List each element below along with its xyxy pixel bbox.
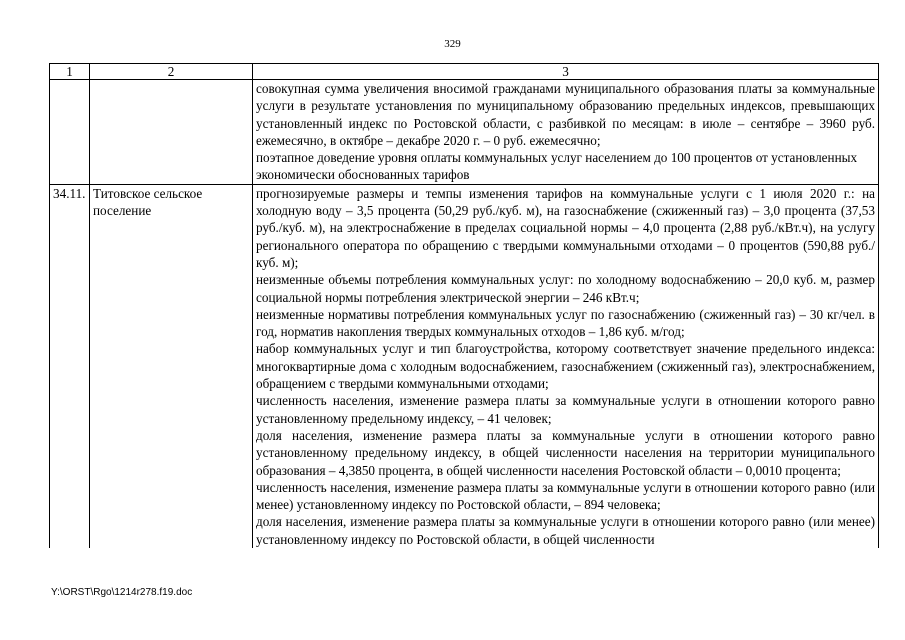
municipality-name: Титовское сельское поселение xyxy=(90,184,253,548)
page-number: 329 xyxy=(444,38,461,50)
header-row xyxy=(50,64,879,80)
paragraph: набор коммунальных услуг и тип благоустройства, которому соответствует значение предельного индекса: многоквартирные дома с холодным водоснабжением, газоснабжением (сжиженный газ), электроснабжением, обращением с твердыми коммунальными отходами; xyxy=(256,341,875,392)
row-content xyxy=(253,80,879,185)
paragraph: совокупная сумма увеличения вносимой гражданами муниципального образования платы за коммунальные услуги в результате установления по муниципальному образованию предельных индексов, превышающих установленный индекс по Ростовской области, с разбивкой по месяцам: в июле – сентябре – 3960 руб. ежемесячно, в октябре – декабре 2020 г. – 0 руб. ежемесячно; xyxy=(256,81,875,148)
row-content xyxy=(253,184,879,548)
table-row xyxy=(50,80,879,185)
file-path-footer: Y:\ORST\Rgo\1214r278.f19.doc xyxy=(51,587,193,598)
paragraph: прогнозируемые размеры и темпы изменения тарифов на коммунальные услуги с 1 июля 2020 г.: на холодную воду – 3,5 процента (50,29 руб./куб. м), на газоснабжение (сжиженный газ) – 3,0 процента (37,53 руб./куб. м), на электроснабжение в пределах социальной нормы – 4,0 процента (2,88 руб./кВт.ч), на услугу регионального оператора по обращению с твердыми коммунальными отходами – 0 процентов (590,88 руб./куб. м); xyxy=(256,185,875,270)
table-row xyxy=(50,184,879,548)
column-header-3: 3 xyxy=(253,64,879,80)
document-table xyxy=(49,63,879,548)
paragraph: неизменные объемы потребления коммунальных услуг: по холодному водоснабжению – 20,0 куб. м, размер социальной нормы потребления электрической энергии – 246 кВт.ч; xyxy=(256,272,875,305)
paragraph: численность населения, изменение размера платы за коммунальные услуги в отношении которого равно установленному предельному индексу, – 41 человек; xyxy=(256,393,875,426)
paragraph: доля населения, изменение размера платы за коммунальные услуги в отношении которого равно установленному предельному индексу, в общей численности населения на территории муниципального образования – 4,3850 процента, в общей численности населения Ростовской области – 0,0010 процента; xyxy=(256,427,875,478)
column-header-2: 2 xyxy=(90,64,253,80)
paragraph: доля населения, изменение размера платы за коммунальные услуги в отношении которого равно (или менее) установленному индексу по Ростовской области, в общей численности xyxy=(256,514,875,547)
paragraph: неизменные нормативы потребления коммунальных услуг по газоснабжению (сжиженный газ) – 30 кг/чел. в год, норматив накопления твердых коммунальных отходов – 1,86 куб. м/год; xyxy=(256,306,875,340)
paragraph: поэтапное доведение уровня оплаты коммунальных услуг населением до 100 процентов от установленных экономически обоснованных тарифов xyxy=(256,150,858,183)
column-header-1: 1 xyxy=(50,64,90,80)
paragraph: численность населения, изменение размера платы за коммунальные услуги в отношении которого равно (или менее) установленному индексу по Ростовской области, – 894 человека; xyxy=(256,479,875,513)
row-number xyxy=(50,80,90,185)
municipality-name xyxy=(90,80,253,185)
row-number: 34.11. xyxy=(50,184,90,548)
